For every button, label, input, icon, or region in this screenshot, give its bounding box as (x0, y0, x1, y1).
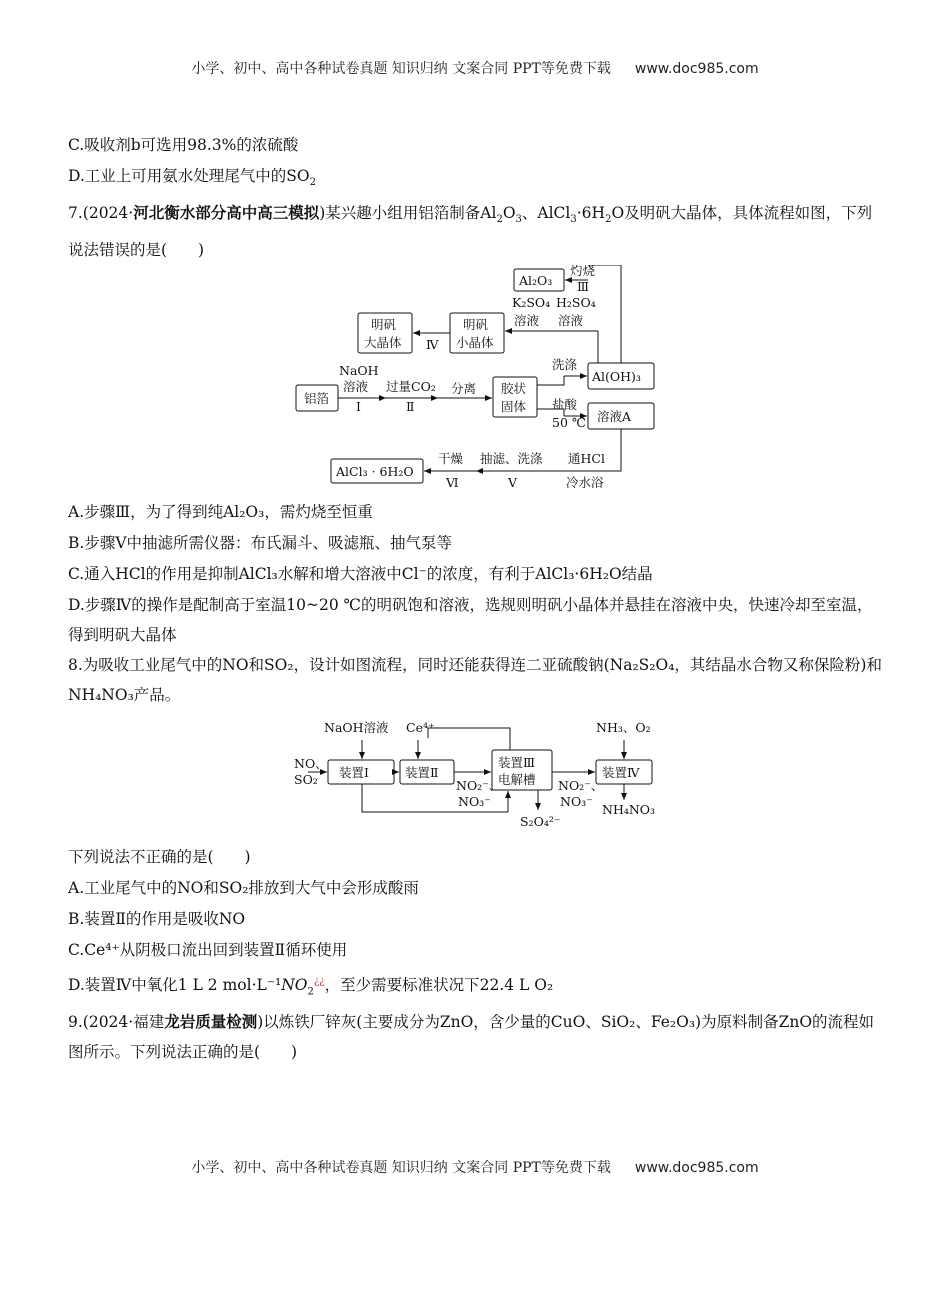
label-rongye2: 溶液 (558, 313, 584, 329)
label-yansuan: 盐酸 (552, 397, 578, 413)
line-ce4-return (428, 728, 510, 750)
q9-source: 龙岩质量检测 (164, 1012, 258, 1032)
header-text: 小学、初中、高中各种试卷真题 知识归纳 文案合同 PPT等免费下载 (191, 61, 611, 77)
label-mingfan-big-2: 大晶体 (364, 335, 402, 351)
label-dev2: 装置Ⅱ (405, 765, 439, 781)
label-tonghcl: 通HCl (568, 451, 605, 467)
q8-option-b: B.装置Ⅱ的作用是吸收NO (68, 910, 246, 929)
q7-stem-pre: 7.(2024· (68, 204, 134, 223)
q7-option-b: B.步骤Ⅴ中抽滤所需仪器：布氏漏斗、吸滤瓶、抽气泵等 (68, 534, 453, 553)
label-guoliang: 过量CO₂ (386, 379, 436, 395)
label-jiaozhuang-2: 固体 (501, 399, 527, 415)
q8-option-d (68, 966, 886, 1007)
label-step4: Ⅳ (426, 337, 439, 353)
label-dev3-1: 装置Ⅲ (498, 755, 536, 771)
q7-stem-d: ·6H (576, 204, 606, 223)
label-aloh3: Al(OH)₃ (592, 369, 641, 385)
label-no2a: NO₂⁻、 (456, 778, 502, 794)
q8-question: 下列说法不正确的是( ) (68, 848, 251, 867)
q9-stem (68, 1007, 886, 1067)
label-no2b: NO₂⁻、 (558, 778, 604, 794)
label-dev3-2: 电解槽 (498, 772, 536, 788)
q8-option-d-post: ，至少需要标准状况下22.4 L O₂ (324, 976, 554, 995)
q7-flow-svg (68, 265, 886, 497)
label-s2o4: S₂O₄²⁻ (520, 814, 561, 830)
label-al2o3: Al₂O₃ (519, 273, 553, 289)
label-dev4: 装置Ⅳ (602, 765, 640, 781)
q8-stem: 8.为吸收工业尾气中的NO和SO₂，设计如图流程，同时还能获得连二亚硫酸钠(Na₂S₂O₄，其结晶水合物又称保险粉)和NH₄NO₃产品。 (68, 656, 882, 705)
q7-option-a: A.步骤Ⅲ，为了得到纯Al₂O₃，需灼烧至恒重 (68, 503, 373, 522)
label-xidi: 洗涤 (552, 357, 578, 373)
label-jiaozhuang-1: 胶状 (501, 381, 527, 397)
page-footer (0, 1157, 950, 1177)
q7-stem-b: O (502, 204, 516, 223)
page-header (0, 58, 950, 78)
label-ganzao: 干燥 (438, 451, 464, 467)
label-no3a: NO₃⁻ (458, 794, 491, 810)
document-body (68, 130, 886, 1067)
label-no: NO、 (294, 756, 328, 772)
label-naoh-sol: NaOH溶液 (324, 720, 389, 736)
label-alcl3: AlCl₃ · 6H₂O (336, 464, 414, 480)
footer-url[interactable]: www.doc985.com (634, 1160, 759, 1176)
label-step1: Ⅰ (356, 399, 361, 415)
q7-stem-mid: )某兴趣小组用铝箔制备Al (319, 204, 497, 223)
q8-option-a: A.工业尾气中的NO和SO₂排放到大气中会形成酸雨 (68, 879, 419, 898)
label-temp50: 50 ℃ (552, 415, 586, 431)
q6-option-d: D.工业上可用氨水处理尾气中的$SO_2$ (68, 167, 317, 189)
label-k2so4: K₂SO₄ (512, 295, 551, 311)
line-aloh3-up (588, 265, 621, 363)
q8-option-d-pre: D.装置Ⅳ中氧化1 L 2 mol·L⁻¹ (68, 976, 282, 995)
label-choulv: 抽滤、洗涤 (480, 451, 543, 467)
line-gel-to-aloh3 (537, 376, 564, 385)
q8-option-d-formula: NO (281, 976, 308, 995)
label-nh4no3: NH₄NO₃ (602, 802, 656, 818)
q8-option-c: C.Ce⁴⁺从阴极口流出回到装置Ⅱ循环使用 (68, 941, 348, 960)
label-mingfan-small-2: 小晶体 (456, 335, 494, 351)
label-h2so4: H₂SO₄ (556, 295, 596, 311)
label-mingfan-small-1: 明矾 (463, 317, 489, 333)
label-solA: 溶液A (597, 409, 632, 425)
q7-source: 河北衡水部分高中高三模拟 (133, 203, 320, 223)
label-ce4: Ce⁴⁺ (406, 720, 435, 736)
q8-option-d-sub: 2 (307, 986, 314, 998)
q9-stem-post: )以炼铁厂锌灰(主要成分为ZnO，含少量的CuO、SiO₂、Fe₂O₃)为原料制备ZnO的流程如图所示。下列说法正确的是( ) (68, 1013, 875, 1062)
q9-stem-pre: 9.(2024·福建 (68, 1013, 165, 1032)
label-mingfan-big-1: 明矾 (371, 317, 397, 333)
q8-flow-svg (68, 714, 886, 836)
label-zhuoshao: 灼烧 (570, 265, 596, 279)
q7-flow-diagram (68, 265, 886, 497)
q6-option-d-text: D.工业上可用氨水处理尾气中的SO (68, 167, 310, 185)
q7-option-d: D.步骤Ⅳ的操作是配制高于室温10~20 ℃的明矾饱和溶液，选规则明矾小晶体并悬挂在溶液中央，快速冷却至室温，得到明矾大晶体 (68, 596, 873, 645)
label-so2: SO₂ (294, 772, 318, 788)
q8-flow-diagram (68, 714, 886, 836)
label-step5: Ⅴ (508, 475, 518, 491)
label-naoh: NaOH (339, 363, 379, 379)
label-naoh-sol: 溶液 (343, 379, 369, 395)
label-lvbo: 铝箔 (304, 391, 330, 407)
q7-option-c: C.通入HCl的作用是抑制AlCl₃水解和增大溶液中Cl⁻的浓度，有利于AlCl₃·6H₂O结晶 (68, 565, 653, 584)
label-step2: Ⅱ (406, 399, 415, 415)
label-fenli: 分离 (451, 381, 477, 397)
q7-stem-e: O及明矾大晶体，具体流程如图，下列说法错误的是( ) (68, 204, 873, 260)
q7-stem-c: 、AlCl (521, 204, 571, 223)
q7-stem: 7.(2024·河北衡水部分高中高三模拟)某兴趣小组用铝箔制备$Al_2O_3$、$AlCl_3\cdot 6H_2O$及明矾大晶体，具体流程如图，下列说法错误的是( ) (68, 203, 873, 260)
q8-option-d-sup: ¿¿ (313, 976, 325, 988)
q6-option-c: C.吸收剂b可选用98.3%的浓硫酸 (68, 136, 299, 154)
label-no3b: NO₃⁻ (560, 794, 593, 810)
label-nh3o2: NH₃、O₂ (596, 720, 651, 736)
label-rongye1: 溶液 (514, 313, 540, 329)
footer-text: 小学、初中、高中各种试卷真题 知识归纳 文案合同 PPT等免费下载 (191, 1160, 611, 1176)
label-lengshuiyu: 冷水浴 (566, 475, 604, 491)
label-step6: Ⅵ (446, 475, 459, 491)
label-dev1: 装置Ⅰ (339, 765, 369, 781)
label-step3: Ⅲ (577, 279, 590, 295)
header-url[interactable]: www.doc985.com (634, 61, 759, 77)
